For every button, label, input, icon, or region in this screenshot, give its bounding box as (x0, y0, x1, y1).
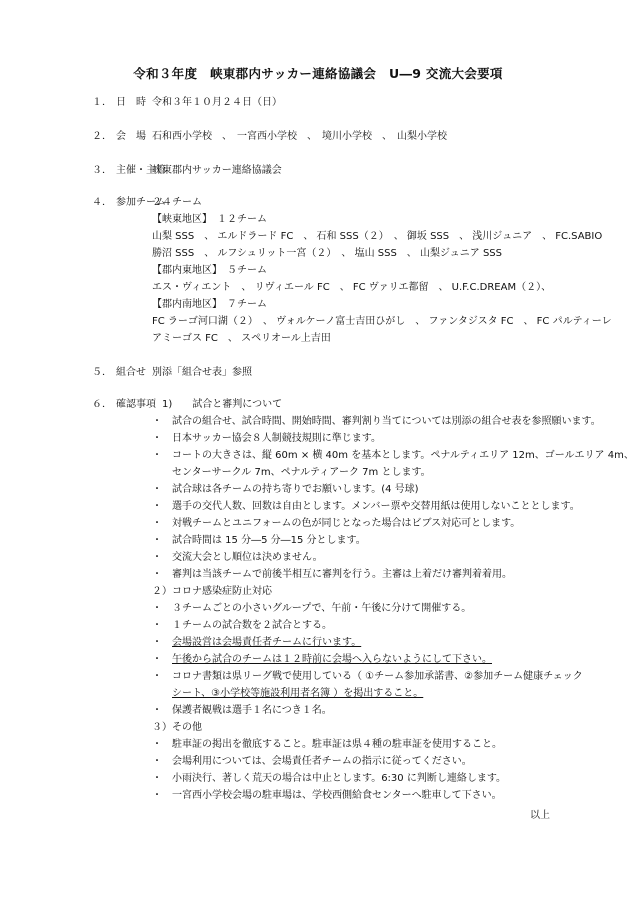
section-4-number: ４． (92, 197, 112, 208)
bullet: ・ (152, 637, 162, 648)
team-line: 山梨 SSS 、 エルドラード FC 、 石和 SSS（２） 、 御坂 SSS 、 浅川ジュニア 、 FC.SABIO (152, 231, 603, 242)
other-item: 駐車証の掲出を徹底すること。駐車証は県４種の駐車証を使用すること。 (172, 739, 502, 750)
bullet: ・ (152, 518, 162, 529)
bullet: ・ (152, 654, 162, 665)
section-6-label: 確認事項 (116, 399, 156, 410)
rule-item: 試合の組合せ、試合時間、開始時間、審判割り当てについては別添の組合せ表を参照願います。 (172, 416, 601, 427)
section-2-value: 石和西小学校 、 一宮西小学校 、 境川小学校 、 山梨小学校 (152, 131, 447, 142)
rule-item: 交流大会とし順位は決めません。 (172, 552, 323, 563)
bullet: ・ (152, 671, 162, 682)
team-line: アミーゴス FC 、 スペリオール上吉田 (152, 333, 331, 344)
bullet: ・ (152, 790, 162, 801)
bullet: ・ (152, 450, 162, 461)
section-4-label: 参加チーム (116, 197, 166, 208)
covid-item: １チームの試合数を２試合とする。 (172, 620, 332, 631)
covid-item: 会場設営は会場責任者チームに行います。 (172, 637, 362, 648)
bullet: ・ (152, 552, 162, 563)
subsection-2-heading: ２）コロナ感染症防止対応 (152, 586, 272, 597)
covid-item: 午後から試合のチームは１２時前に会場へ入らないようにして下さい。 (172, 654, 492, 665)
section-2-label: 会 場 (116, 131, 146, 142)
bullet: ・ (152, 484, 162, 495)
closing-mark: 以上 (530, 810, 550, 821)
covid-item: ３チームごとの小さいグループで、午前・午後に分けて開催する。 (172, 603, 472, 614)
section-1-value: 令和３年１０月２４日（日） (152, 97, 282, 108)
section-4-value: ２４チーム (152, 197, 202, 208)
covid-item: コロナ書類は県リーグ戦で使用している（ ①チーム参加承諾書、②参加チーム健康チェック (172, 671, 583, 682)
bullet: ・ (152, 739, 162, 750)
rule-item: 選手の交代人数、回数は自由とします。メンバー票や交替用紙は使用しないこととします。 (172, 501, 580, 512)
region-heading-gunnai-south: 【郡内南地区】 ７チーム (152, 299, 267, 310)
team-line: FC ラーゴ河口湖（２） 、 ヴォルケーノ富士吉田ひがし 、 ファンタジスタ FC 、 FC パルティーレ (152, 316, 612, 327)
team-line: 勝沼 SSS 、 ルフシュリット一宮（２） 、 塩山 SSS 、 山梨ジュニア SSS (152, 248, 503, 259)
bullet: ・ (152, 501, 162, 512)
subsection-1-heading: 1) 試合と審判について (162, 399, 283, 410)
covid-item: 保護者観戦は選手１名につき１名。 (172, 705, 332, 716)
section-3-value: 峡東郡内サッカー連絡協議会 (152, 165, 282, 176)
bullet: ・ (152, 773, 162, 784)
document-title: 令和３年度 峡東郡内サッカー連絡協議会 U―9 交流大会要項 (133, 66, 503, 81)
region-heading-gunnai-east: 【郡内東地区】 ５チーム (152, 265, 267, 276)
bullet: ・ (152, 535, 162, 546)
section-2-number: ２． (92, 131, 112, 142)
rule-item: 対戦チームとユニフォームの色が同じとなった場合はビブス対応可とします。 (172, 518, 521, 529)
rule-item: 審判は当該チームで前後半相互に審判を行う。主審は上着だけ審判着着用。 (172, 569, 512, 580)
section-3-label: 主催・主管 (116, 165, 166, 176)
bullet: ・ (152, 603, 162, 614)
subsection-3-heading: ３）その他 (152, 722, 202, 733)
bullet: ・ (152, 705, 162, 716)
covid-item-continued: シート、③小学校等施設利用者名簿 ）を掲出すること。 (172, 688, 424, 699)
rule-item: 試合球は各チームの持ち寄りでお願いします。(4 号球) (172, 484, 419, 495)
bullet: ・ (152, 416, 162, 427)
rule-item: 日本サッカー協会８人制競技規則に準じます。 (172, 433, 381, 444)
rule-item: コートの大きさは、縦 60m × 横 40m を基本とします。ペナルティエリア 12m、ゴールエリア 4m、 (172, 450, 634, 461)
section-1-number: １． (92, 97, 112, 108)
rule-item-continued: センターサークル 7m、ペナルティアーク 7m とします。 (172, 467, 431, 478)
section-5-label: 組合せ (116, 367, 146, 378)
bullet: ・ (152, 620, 162, 631)
other-item: 会場利用については、会場責任者チームの指示に従ってください。 (172, 756, 472, 767)
bullet: ・ (152, 569, 162, 580)
section-6-number: ６． (92, 399, 112, 410)
bullet: ・ (152, 433, 162, 444)
region-heading-kyoto: 【峡東地区】 １２チーム (152, 214, 267, 225)
section-1-label: 日 時 (116, 97, 146, 108)
section-3-number: ３． (92, 165, 112, 176)
other-item: 一宮西小学校会場の駐車場は、学校西側給食センターへ駐車して下さい。 (172, 790, 502, 801)
team-line: エス・ヴィエント 、 リヴィエール FC 、 FC ヴァリエ都留 、 U.F.C.DREAM（２）、 (152, 282, 552, 293)
bullet: ・ (152, 756, 162, 767)
other-item: 小雨決行、著しく荒天の場合は中止とします。6:30 に判断し連絡します。 (172, 773, 507, 784)
section-5-value: 別添「組合せ表」参照 (152, 367, 252, 378)
section-5-number: ５． (92, 367, 112, 378)
rule-item: 試合時間は 15 分―5 分―15 分とします。 (172, 535, 366, 546)
